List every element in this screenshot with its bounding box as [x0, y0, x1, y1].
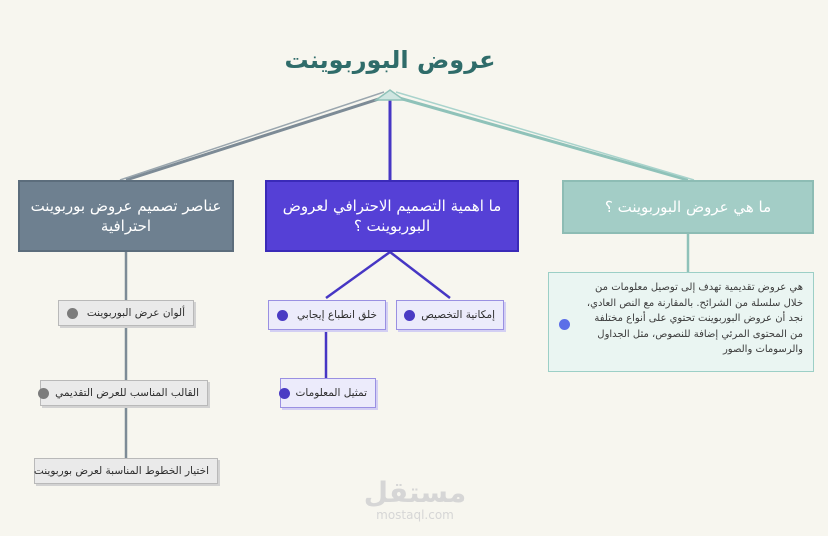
elements-item-colors — [58, 300, 194, 326]
definition-text: هي عروض تقديمية تهدف إلى توصيل معلومات من خلال سلسلة من الشرائح. بالمقارنة مع النص العادي، نجد أن عروض البوربوينت تحتوي على أنواع مختلفة من المحتوى المرئي إضافة للنصوص، مثل الجداول والرسومات والصور — [586, 282, 803, 355]
bullet-dot-icon — [277, 310, 288, 321]
watermark-domain: mostaql.com — [376, 508, 454, 522]
importance-item-label: خلق انطباع إيجابي — [297, 309, 377, 321]
importance-item-label: إمكانية التخصيص — [421, 309, 495, 321]
importance-item-label: تمثيل المعلومات — [295, 387, 367, 399]
importance-item-representation — [280, 378, 376, 408]
connector-purple-right — [390, 252, 450, 298]
connector-hub-to-teal-2 — [396, 92, 694, 180]
elements-item-label: ألوان عرض البوربوينت — [86, 307, 185, 319]
elements-item-fonts — [34, 458, 218, 484]
watermark-logo-text: مستقل — [363, 476, 467, 509]
definition-box — [548, 272, 814, 372]
elements-item-template — [40, 380, 208, 406]
topic-importance-label: ما اهمية التصميم الاحترافي لعروض البوربوينت ؟ — [282, 196, 502, 235]
elements-item-label: القالب المناسب للعرض التقديمي — [55, 387, 199, 399]
topic-what-is-label: ما هي عروض البوربوينت ؟ — [604, 197, 772, 216]
bullet-dot-icon — [404, 310, 415, 321]
topic-elements-box — [18, 180, 234, 252]
map-title: عروض البوربوينت — [284, 46, 496, 74]
connector-hub-to-teal — [392, 96, 688, 180]
bullet-dot-icon — [67, 308, 78, 319]
importance-item-customization — [396, 300, 504, 330]
topic-elements-label: عناصر تصميم عروض بوربوينت احترافية — [30, 196, 222, 235]
topic-importance-box — [265, 180, 519, 252]
elements-item-label: اختيار الخطوط المناسبة لعرض بوربوينت — [33, 465, 209, 477]
connector-hub-to-gray — [126, 96, 388, 180]
bullet-dot-icon — [279, 388, 290, 399]
watermark — [360, 478, 470, 522]
connector-hub-to-gray-2 — [120, 92, 384, 180]
importance-item-impression — [268, 300, 386, 330]
topic-what-is-box — [562, 180, 814, 234]
bullet-dot-icon — [559, 319, 570, 330]
connector-hub — [376, 90, 404, 100]
connector-purple-left — [326, 252, 390, 298]
bullet-dot-icon — [38, 388, 49, 399]
